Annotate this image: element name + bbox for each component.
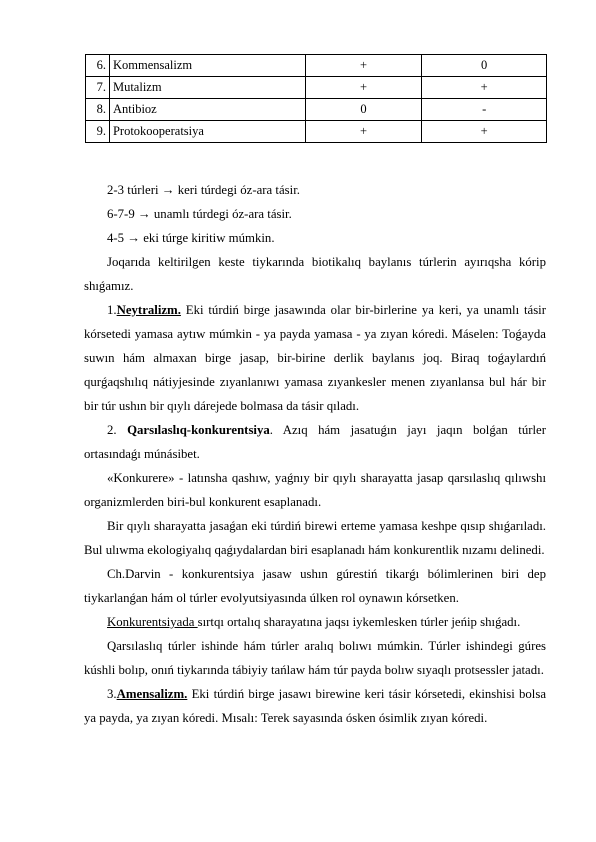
paragraph-text: . Azıq hám jasatuǵın jayı jaqın bolǵan túrler ortasındaǵı múnásibet. xyxy=(84,423,546,461)
table-row xyxy=(86,55,547,77)
effect-species-b: - xyxy=(422,99,547,121)
relation-name: Mutalizm xyxy=(109,77,305,99)
term-competition-underlined: Konkurentsiyada xyxy=(107,615,198,629)
note-line: 2-3 túrleri → keri túrdegi óz-ara tásir. xyxy=(107,183,300,197)
relation-name: Protokooperatsiya xyxy=(109,121,305,143)
effect-species-a: + xyxy=(305,121,422,143)
item-number: 3. xyxy=(107,687,117,701)
note-line: 6-7-9 → unamlı túrdegi óz-ara tásir. xyxy=(107,207,292,221)
term-amensalism: Amensalizm. xyxy=(116,687,188,701)
paragraph: Qarsılaslıq túrler ishinde hám túrler aralıq bolıwı múmkin. Túrler ishindegi gúres kúshli bolıp, onıń tiykarında tábiyiy tańlaw hám túr payda bolıw sıyaqlı protsessler jatadı. xyxy=(84,639,546,677)
item-number: 2. xyxy=(107,423,128,437)
effect-species-a: 0 xyxy=(305,99,422,121)
paragraph-amensalism xyxy=(84,682,546,730)
effect-species-a: + xyxy=(305,77,422,99)
body-text xyxy=(84,178,546,730)
term-competition: Qarsılaslıq-konkurentsiya xyxy=(127,423,270,437)
row-number: 9. xyxy=(86,121,110,143)
note-line: 4-5 → eki túrge kiritiw múmkin. xyxy=(107,231,275,245)
table-row xyxy=(86,99,547,121)
relations-table xyxy=(85,54,547,143)
effect-species-b: + xyxy=(422,121,547,143)
term-neutralism: Neytralizm. xyxy=(116,303,181,317)
paragraph: Ch.Darvin - konkurentsiya jasaw ushın gúrestiń tikarǵı bólimlerinen biri dep tiykarlanǵan hám ol túrler evolyutsiyasında úlken rol oynawın kórsetken. xyxy=(84,567,546,605)
paragraph: Bir qıylı sharayatta jasaǵan eki túrdiń birewi erteme yamasa keshpe qısıp shıǵarıladı. Bul ulıwma ekologiyalıq qaǵıydalardan biri esaplanadı hám konkurentlik nızamı delinedi. xyxy=(84,519,546,557)
paragraph xyxy=(84,610,546,634)
paragraph: «Konkurere» - latınsha qashıw, yaǵnıy bir qıylı sharayatta jasap qarsılaslıq qılıwshı organizmlerden biri-bul konkurent esaplanadı. xyxy=(84,471,546,509)
effect-species-b: + xyxy=(422,77,547,99)
relation-name: Antibioz xyxy=(109,99,305,121)
paragraph-competition xyxy=(84,418,546,466)
paragraph-text: sırtqı ortalıq sharayatına jaqsı iykemlesken túrler jeńip shıǵadı. xyxy=(197,615,521,629)
paragraph-neutralism xyxy=(84,298,546,418)
paragraph-text: Eki túrdiń birge jasawı birewine keri tásir kórsetedi, ekinshisi bolsa ya payda, ya zıyan kóredi. Mısalı: Terek sayasında ósken ósimlik zıyan kóredi. xyxy=(84,687,546,725)
paragraph: Joqarıda keltirilgen keste tiykarında biotikalıq baylanıs túrlerin ayırıqsha kórip shıǵamız. xyxy=(84,255,546,293)
item-number: 1. xyxy=(107,303,117,317)
effect-species-b: 0 xyxy=(422,55,547,77)
row-number: 8. xyxy=(86,99,110,121)
row-number: 6. xyxy=(86,55,110,77)
effect-species-a: + xyxy=(305,55,422,77)
row-number: 7. xyxy=(86,77,110,99)
relation-name: Kommensalizm xyxy=(109,55,305,77)
table-row xyxy=(86,121,547,143)
table-row xyxy=(86,77,547,99)
paragraph-text: Eki túrdiń birge jasawında olar bir-birlerine ya keri, ya unamlı tásir kórsetedi yamasa aytıw múmkin - ya payda yamasa - ya zıyan kóredi. Máselen: Toǵayda suwın hám almaxan birge jasap, bir-birine derlik baylanıs joq. Biraq toǵaylardıń qurǵaqshılıq nátiyjesinde zıyanlanıwı yamasa zıyankesler menen zıyanlansa bul hár bir bir túr ushın bir qıylı dárejede bolmasa da tásir qıladı. xyxy=(84,303,546,413)
